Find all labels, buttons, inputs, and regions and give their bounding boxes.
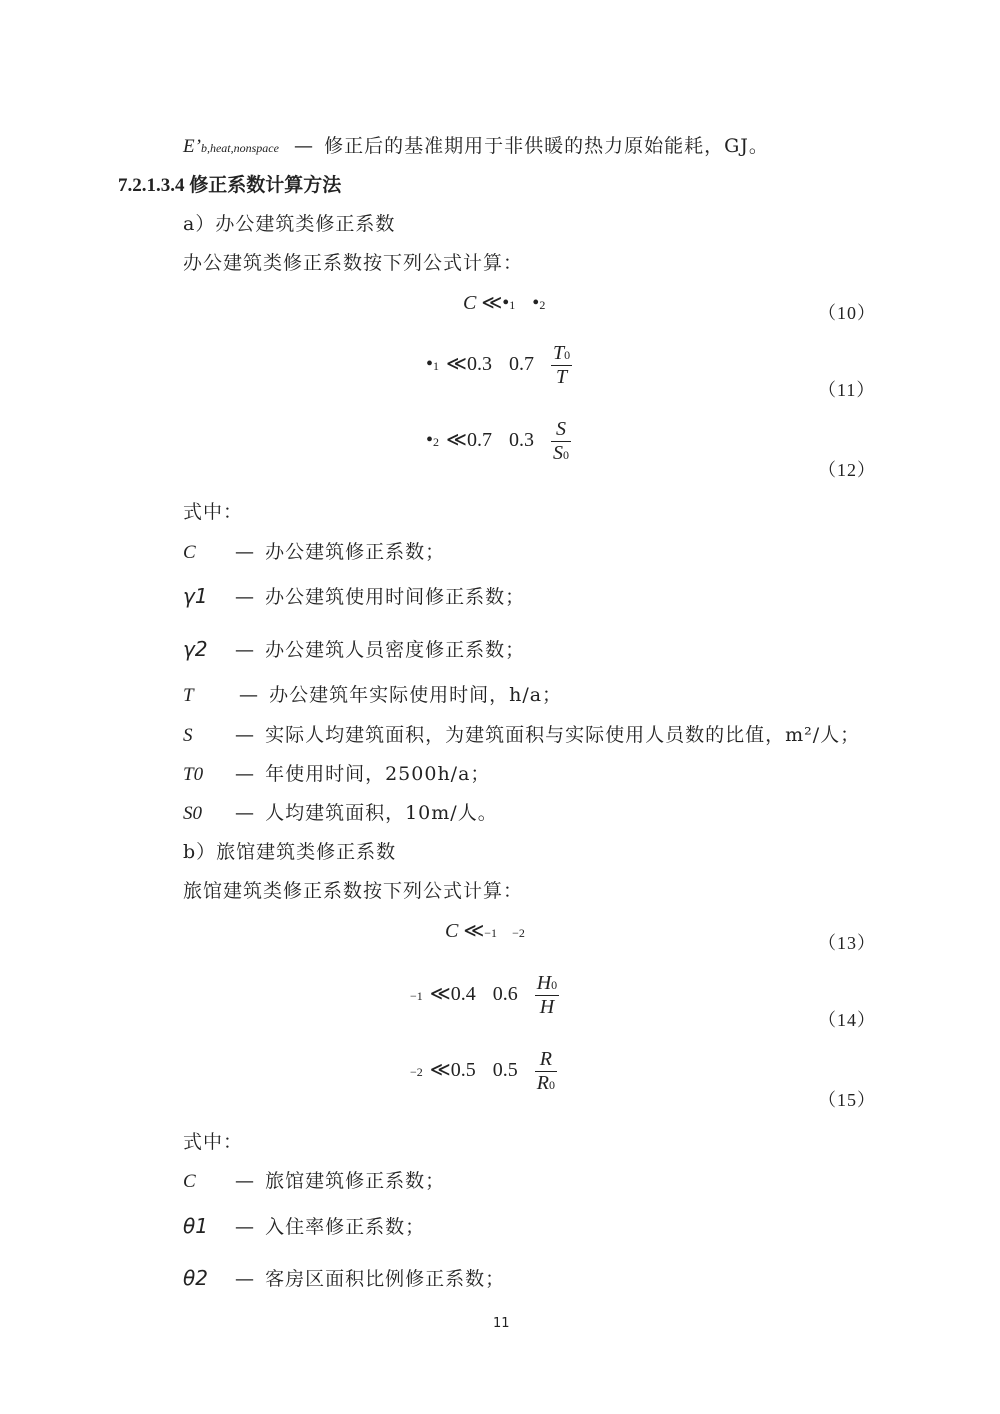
definition-row xyxy=(183,537,445,564)
def-symbol: C xyxy=(183,1171,196,1192)
def-symbol: γ2 xyxy=(183,637,208,661)
def-text: 办公建筑修正系数； xyxy=(265,541,446,563)
equation-14 xyxy=(410,972,559,1019)
eq14-fraction xyxy=(535,972,559,1019)
intro-dash: — xyxy=(294,135,314,157)
eq11-num-sub: 0 xyxy=(564,348,571,362)
definition-row xyxy=(183,759,490,786)
part-b-label: b）旅馆建筑类修正系数 xyxy=(183,841,397,863)
intro-text: 修正后的基准期用于非供暖的热力原始能耗，GJ。 xyxy=(324,135,769,157)
eq15-lhs: −2 xyxy=(410,1065,423,1080)
eq12-lhs: • xyxy=(426,429,434,452)
definition-row xyxy=(183,680,562,707)
eq15-number: （15） xyxy=(818,1090,876,1110)
def-dash: — xyxy=(235,1216,254,1238)
def-text: 办公建筑使用时间修正系数； xyxy=(265,586,526,608)
eq11-fraction xyxy=(551,342,572,389)
equation-10 xyxy=(463,290,545,315)
def-text: 办公建筑人员密度修正系数； xyxy=(265,639,526,661)
eq15-den-sub: 0 xyxy=(548,1078,555,1092)
eq15-coef: 0.5 xyxy=(492,1059,518,1082)
eq12-rhs: ≪0.7 xyxy=(446,429,492,452)
def-symbol: T0 xyxy=(183,764,204,785)
def-text: 办公建筑年实际使用时间，h/a； xyxy=(269,684,563,706)
eq10-lhs: C xyxy=(463,292,477,314)
def-dash: — xyxy=(235,763,254,785)
def-symbol: θ1 xyxy=(183,1214,208,1238)
equation-15 xyxy=(410,1048,557,1095)
eq11-den: T xyxy=(551,365,572,389)
equation-11 xyxy=(426,342,572,389)
eq12-den: S xyxy=(552,442,563,464)
eq14-num: H xyxy=(536,972,552,994)
eq10-sub2: 2 xyxy=(539,298,546,312)
eq13-op: ≪ xyxy=(463,920,485,942)
eq14-lhs: −1 xyxy=(410,989,423,1004)
definition-row xyxy=(183,1212,425,1239)
eq10-op: ≪• xyxy=(481,292,510,314)
definition-row xyxy=(183,1264,505,1291)
def-dash: — xyxy=(235,586,254,608)
def-text: 人均建筑面积，10m/人。 xyxy=(265,802,498,824)
eq11-number: （11） xyxy=(818,380,876,400)
def-symbol: T xyxy=(183,685,194,706)
def-text: 实际人均建筑面积，为建筑面积与实际使用人员数的比值，m²/人； xyxy=(265,724,861,746)
part-a-where: 式中： xyxy=(183,501,244,523)
page-number: 11 xyxy=(493,1316,510,1331)
intro-subscript: b,heat,nonspace xyxy=(200,141,279,155)
equation-13 xyxy=(445,918,525,943)
eq12-fraction xyxy=(551,418,571,465)
eq11-sub: 1 xyxy=(433,359,440,374)
eq12-coef: 0.3 xyxy=(508,429,534,452)
eq15-den: R xyxy=(536,1072,549,1094)
definition-row xyxy=(183,1166,445,1193)
def-dash: — xyxy=(235,802,254,824)
part-b-lead: 旅馆建筑类修正系数按下列公式计算： xyxy=(183,880,524,902)
eq15-num: R xyxy=(539,1048,552,1070)
def-symbol: S0 xyxy=(183,803,202,824)
eq14-coef: 0.6 xyxy=(492,983,518,1006)
eq14-rhs: ≪0.4 xyxy=(429,983,476,1006)
def-dash: — xyxy=(235,639,254,661)
def-text: 年使用时间，2500h/a； xyxy=(265,763,491,785)
eq14-num-sub: 0 xyxy=(551,978,558,992)
eq13-sub2: −2 xyxy=(512,926,525,940)
equation-12 xyxy=(426,418,571,465)
def-dash: — xyxy=(235,1170,254,1192)
intro-symbol: E’ xyxy=(183,136,201,157)
part-a-label: a）办公建筑类修正系数 xyxy=(183,213,396,235)
definition-row xyxy=(183,582,525,609)
eq14-den: H xyxy=(535,995,559,1019)
def-text: 客房区面积比例修正系数； xyxy=(265,1268,506,1290)
eq12-sub: 2 xyxy=(433,435,440,450)
eq11-coef: 0.7 xyxy=(508,353,534,376)
eq14-number: （14） xyxy=(818,1010,876,1030)
part-a-lead: 办公建筑类修正系数按下列公式计算： xyxy=(183,252,524,274)
def-text: 旅馆建筑修正系数； xyxy=(265,1170,446,1192)
eq10-mid: • xyxy=(532,292,540,314)
section-number: 7.2.1.3.4 xyxy=(118,175,185,196)
eq12-number: （12） xyxy=(818,460,876,480)
eq10-sub1: 1 xyxy=(509,298,516,312)
def-dash: — xyxy=(235,541,254,563)
eq12-den-sub: 0 xyxy=(562,448,569,462)
eq15-rhs: ≪0.5 xyxy=(429,1059,476,1082)
eq15-fraction xyxy=(535,1048,557,1095)
section-title: 修正系数计算方法 xyxy=(189,174,342,196)
intro-definition xyxy=(183,131,769,158)
def-symbol: γ1 xyxy=(183,584,208,608)
part-b-where: 式中： xyxy=(183,1131,244,1153)
def-symbol: C xyxy=(183,542,196,563)
eq11-num: T xyxy=(552,342,565,364)
section-heading xyxy=(118,170,341,197)
eq11-rhs: ≪0.3 xyxy=(446,353,492,376)
definition-row xyxy=(183,720,860,747)
eq13-number: （13） xyxy=(818,933,876,953)
eq13-lhs: C xyxy=(445,920,459,942)
eq11-lhs: • xyxy=(426,353,434,376)
eq12-num: S xyxy=(555,418,566,440)
def-text: 入住率修正系数； xyxy=(265,1216,426,1238)
def-symbol: θ2 xyxy=(183,1266,208,1290)
def-dash: — xyxy=(239,684,258,706)
def-dash: — xyxy=(235,724,254,746)
definition-row xyxy=(183,798,498,825)
def-symbol: S xyxy=(183,725,193,746)
def-dash: — xyxy=(235,1268,254,1290)
eq10-number: （10） xyxy=(818,303,876,323)
definition-row xyxy=(183,635,525,662)
eq13-sub1: −1 xyxy=(484,926,498,940)
